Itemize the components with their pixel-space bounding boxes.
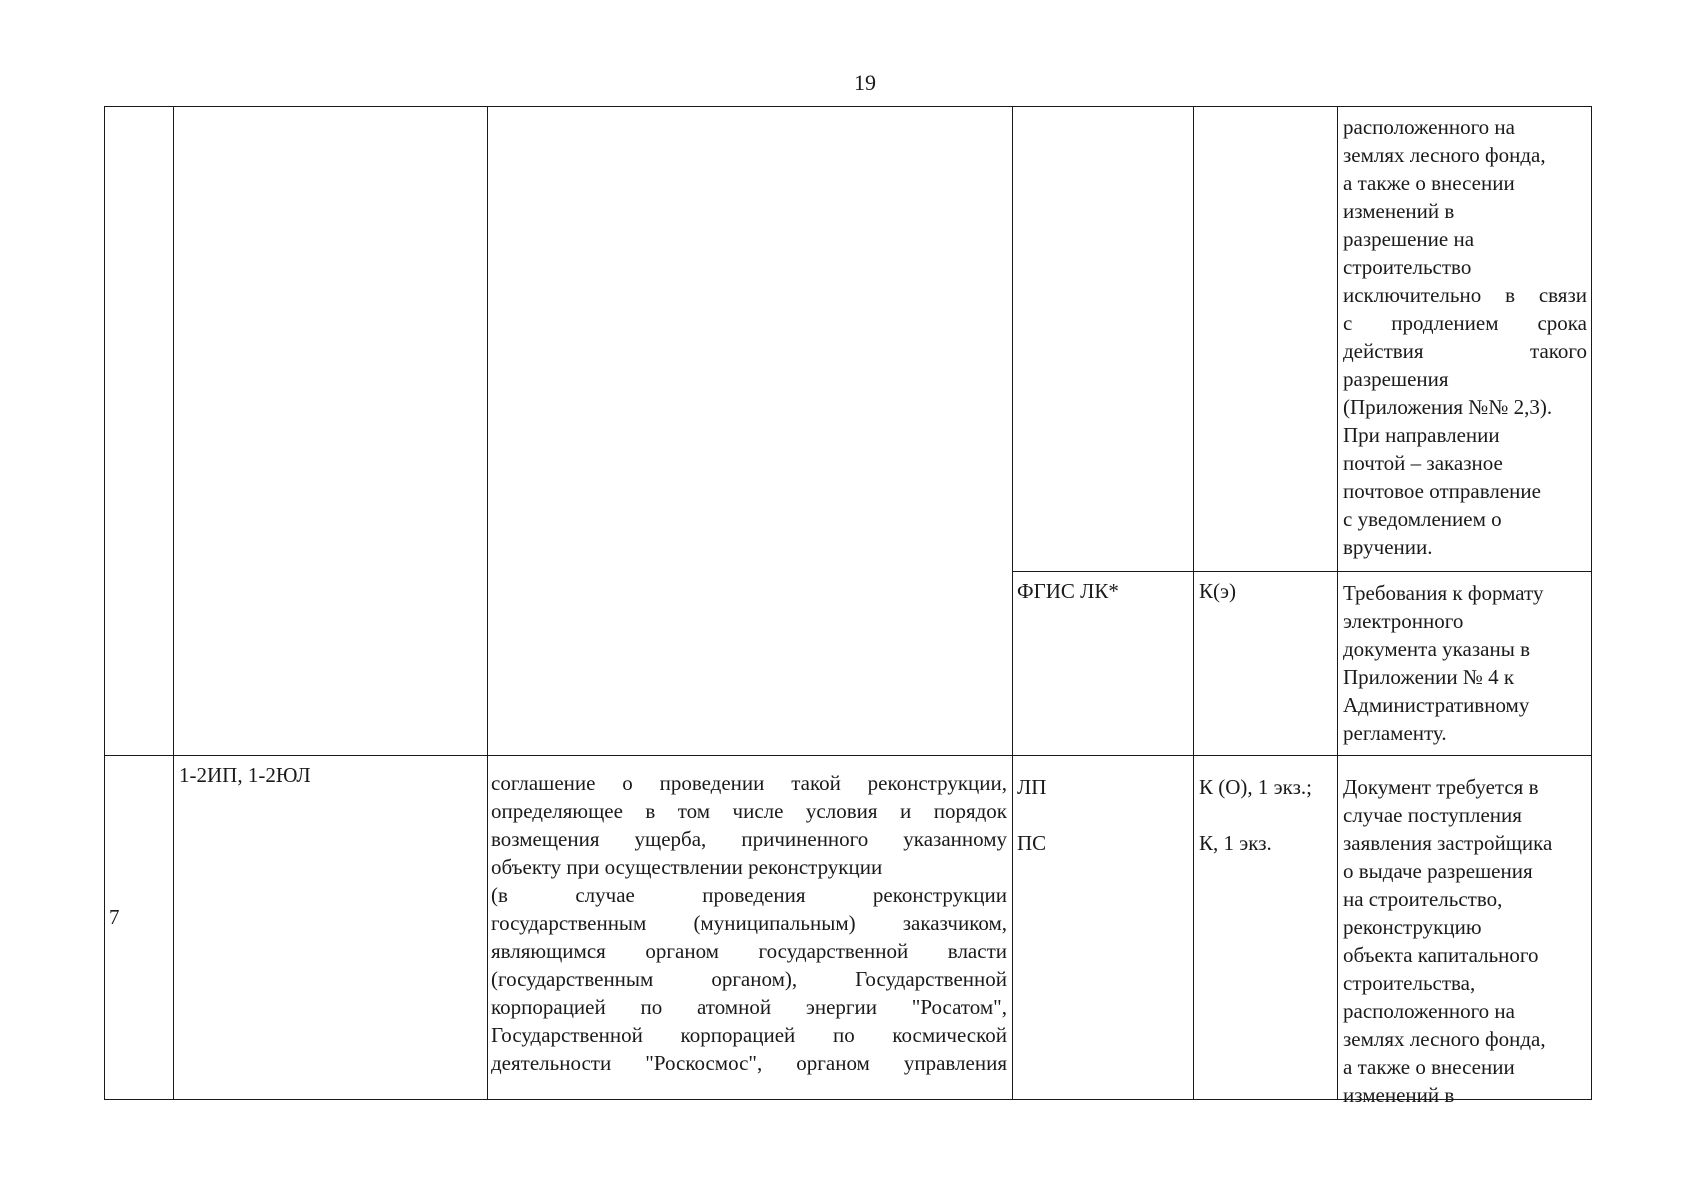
notes-line: (Приложения №№ 2,3). (1343, 395, 1553, 419)
notes-line: Приложении № 4 к (1343, 665, 1515, 689)
notes-line: а также о внесении (1343, 1055, 1515, 1079)
notes-line: расположенного на (1343, 999, 1515, 1023)
notes-line: Требования к формату (1343, 581, 1544, 605)
row7-notes-cell (1343, 773, 1587, 1109)
notes-line: строительства, (1343, 971, 1476, 995)
notes-line: случае поступления (1343, 803, 1522, 827)
notes-line: действия такого (1343, 339, 1587, 363)
notes-line: а также о внесении (1343, 171, 1515, 195)
notes-line: изменений в (1343, 199, 1455, 223)
column-divider (173, 107, 174, 1099)
notes-line: Документ требуется в (1343, 775, 1539, 799)
column-divider (1337, 107, 1338, 1099)
document-line: соглашение о проведении такой реконструкции, (491, 771, 1007, 795)
notes-line: расположенного на (1343, 115, 1515, 139)
notes-line: почтой – заказное (1343, 451, 1503, 475)
source-line: ПС (1017, 831, 1047, 855)
notes-line: При направлении (1343, 423, 1500, 447)
fgis-form-cell: К(э) (1199, 579, 1237, 603)
document-line: корпорацией по атомной энергии "Росатом", (491, 995, 1007, 1019)
notes-line: строительство (1343, 255, 1472, 279)
notes-line: документа указаны в (1343, 637, 1531, 661)
row-divider (1012, 571, 1591, 572)
notes-line: о выдаче разрешения (1343, 859, 1533, 883)
notes-line: заявления застройщика (1343, 831, 1553, 855)
notes-line: исключительно в связи (1343, 283, 1587, 307)
row-divider (105, 755, 1591, 756)
document-line: (государственным органом), Государственной (491, 967, 1007, 991)
fgis-source-cell: ФГИС ЛК* (1017, 579, 1119, 603)
page-number: 19 (854, 70, 876, 95)
notes-line: разрешение на (1343, 227, 1475, 251)
column-divider (1193, 107, 1194, 1099)
document-line: государственным (муниципальным) заказчиком, (491, 911, 1007, 935)
form-cell (1199, 773, 1335, 857)
notes-line: электронного (1343, 609, 1464, 633)
notes-line: реконструкцию (1343, 915, 1482, 939)
notes-line: землях лесного фонда, (1343, 143, 1546, 167)
column-divider (1012, 107, 1013, 1099)
form-line: К (О), 1 экз.; (1199, 775, 1312, 799)
document-line: Государственной корпорацией по космической (491, 1023, 1007, 1047)
notes-line: с уведомлением о (1343, 507, 1502, 531)
notes-line: объекта капитального (1343, 943, 1539, 967)
notes-line: регламенту. (1343, 721, 1447, 745)
document-line: деятельности "Роскосмос", органом управления (491, 1051, 1007, 1075)
top-row-notes-cell (1343, 113, 1587, 561)
document-line: объекту при осуществлении реконструкции (491, 855, 883, 879)
column-divider (487, 107, 488, 1099)
document-line: (в случае проведения реконструкции (491, 883, 1007, 907)
document-table (104, 106, 1592, 1107)
categories-cell: 1-2ИП, 1-2ЮЛ (179, 763, 311, 787)
document-line: определяющее в том числе условия и порядок (491, 799, 1007, 823)
form-line: К, 1 экз. (1199, 831, 1272, 855)
notes-line: землях лесного фонда, (1343, 1027, 1546, 1051)
source-line: ЛП (1017, 775, 1047, 799)
document-line: возмещения ущерба, причиненного указанному (491, 827, 1007, 851)
fgis-notes-cell (1343, 579, 1587, 747)
document-line: являющимся органом государственной власти (491, 939, 1007, 963)
notes-line: на строительство, (1343, 887, 1503, 911)
document-cell (491, 769, 1007, 1077)
notes-line: почтовое отправление (1343, 479, 1541, 503)
row-number-cell: 7 (109, 905, 120, 929)
notes-line: вручении. (1343, 535, 1433, 559)
notes-line: изменений в (1343, 1083, 1455, 1107)
notes-line: Административному (1343, 693, 1530, 717)
notes-line: разрешения (1343, 367, 1449, 391)
notes-line: с продлением срока (1343, 311, 1587, 335)
source-cell (1017, 773, 1187, 857)
